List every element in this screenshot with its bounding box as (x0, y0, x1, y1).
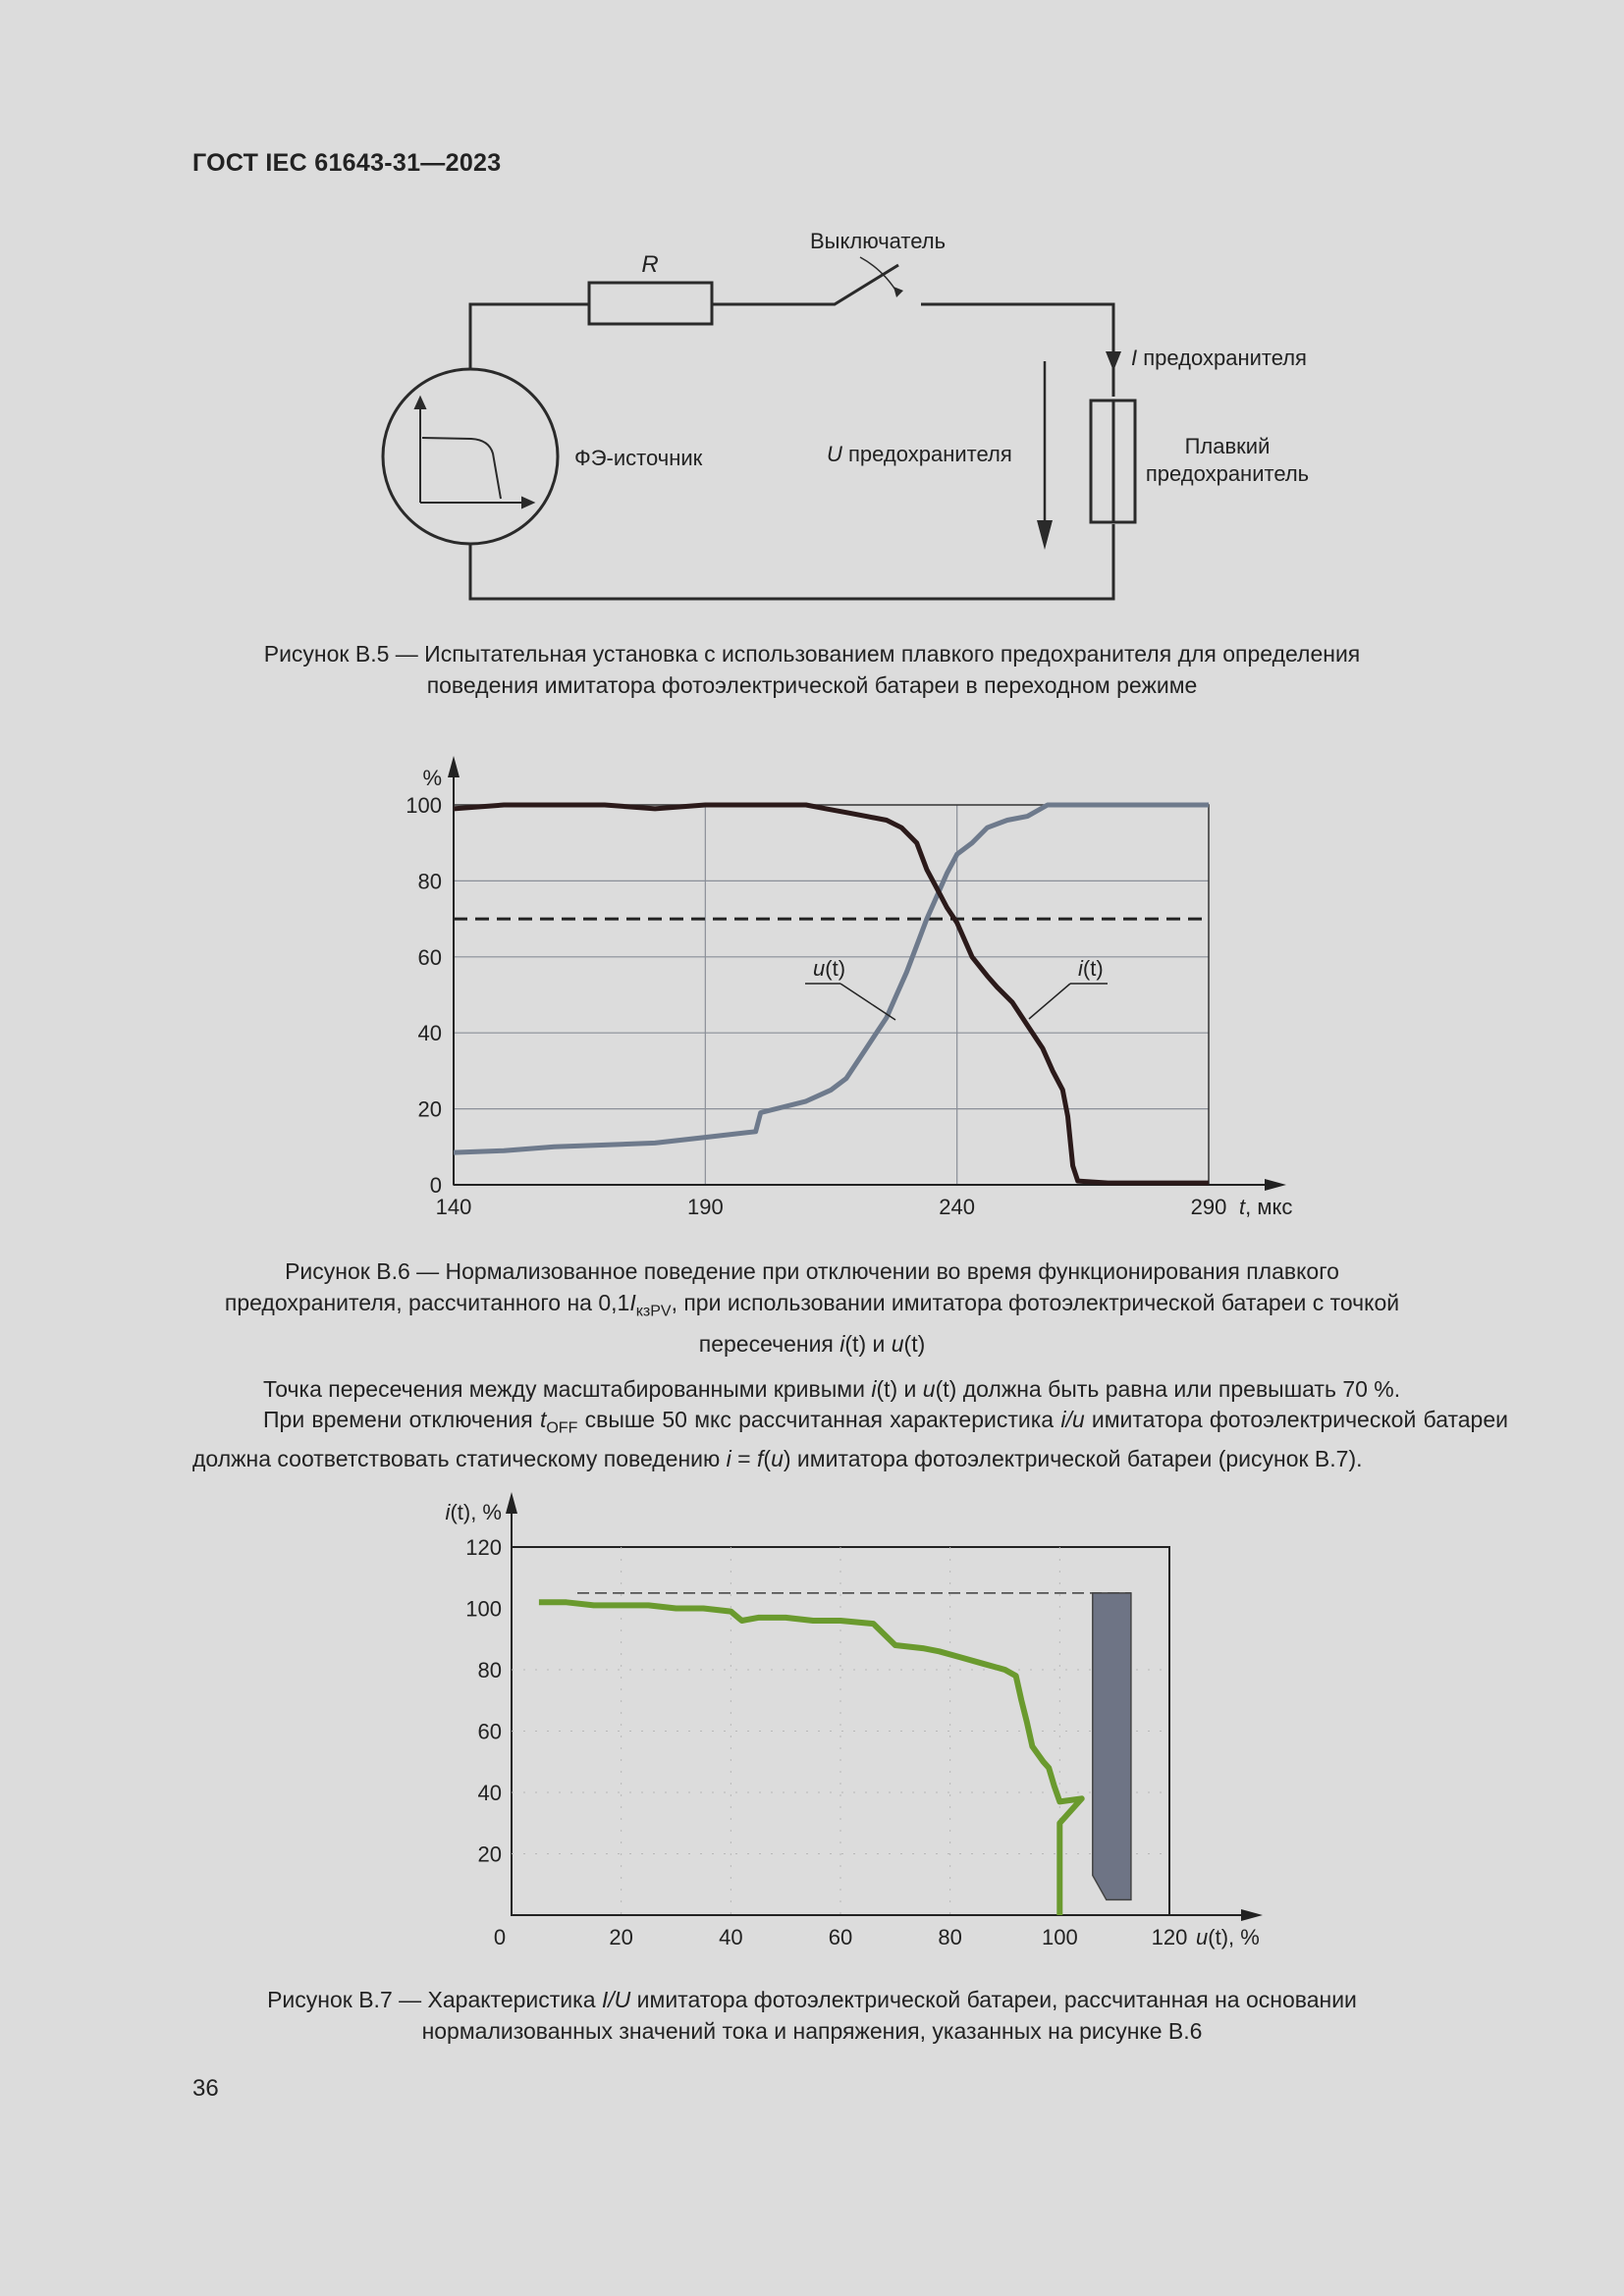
figure-b6-chart (0, 726, 1624, 1237)
plot-frame (512, 1547, 1169, 1915)
y-tick-80: 80 (417, 869, 442, 894)
y-tick-120: 120 (465, 1535, 502, 1560)
y-axis-label: % (422, 766, 442, 790)
y-tick-20: 20 (417, 1096, 442, 1122)
x-tick-140: 140 (435, 1195, 472, 1219)
annotation-u: u(t) (813, 956, 846, 981)
annotation-i-leader (1029, 984, 1070, 1019)
x-axis-label: u(t), % (1196, 1925, 1260, 1949)
page-number: 36 (192, 2075, 219, 2102)
y-tick-60: 60 (477, 1719, 502, 1744)
x-axis-label: t, мкс (1239, 1195, 1293, 1219)
annotation-u-leader (840, 984, 895, 1020)
y-tick-40: 40 (477, 1781, 502, 1805)
plot-frame (454, 805, 1209, 1185)
y-tick-40: 40 (417, 1021, 442, 1046)
annotation-i: i(t) (1078, 956, 1104, 981)
figure-b7-chart (0, 1482, 1624, 1953)
document-header: ГОСТ IEC 61643-31—2023 (192, 149, 502, 177)
series-line-iu (539, 1602, 1082, 1915)
fuse-label-line1: Плавкий (1184, 434, 1271, 458)
figure-b7-caption: Рисунок В.7 — Характеристика I/U имитатора фотоэлектрической батареи, рассчитанная на основании нормализованных значений тока и напряжения, указанных на рисунке В.6 (267, 1987, 1357, 2044)
voltage-arrow (1037, 361, 1053, 550)
x-tick-190: 190 (686, 1195, 724, 1219)
y-tick-100: 100 (406, 793, 442, 818)
resistor (589, 283, 712, 324)
x-tick-60: 60 (828, 1925, 853, 1949)
y-tick-60: 60 (417, 944, 442, 970)
y-tick-20: 20 (477, 1842, 502, 1867)
x-tick-40: 40 (719, 1925, 743, 1949)
current-arrow (1106, 312, 1121, 371)
fuse-voltage-label: U предохранителя (827, 442, 1012, 466)
resistor-label: R (641, 251, 659, 278)
source-iv-icon (415, 398, 533, 507)
fuse-label-line2: предохранитель (1145, 461, 1310, 486)
x-tick-120: 120 (1151, 1925, 1188, 1949)
x-tick-100: 100 (1041, 1925, 1078, 1949)
body-paragraphs (192, 1374, 1508, 1474)
y-tick-0: 0 (429, 1173, 442, 1198)
wire-bottom (470, 524, 1113, 599)
figure-b6-caption: Рисунок В.6 — Нормализованное поведение при отключении во время функционирования плавкого предохранителя, рассчитанного на $0,1I_{кзPV}$, при использовании имитатора фотоэлектрической батареи с точкой пересечения i(t) и u(t) (224, 1258, 1400, 1357)
y-tick-80: 80 (477, 1658, 502, 1682)
series-line-i (454, 805, 1209, 1183)
tolerance-region (1093, 1593, 1131, 1900)
source-label: ФЭ-источник (574, 446, 703, 470)
paragraph-2: При времени отключения $t_{OFF}$ свыше 50 мкс рассчитанная характеристика i/u имитатора фотоэлектрической батареи должна соответствовать статическому поведению i = f(u) имитатора фотоэлектрической батареи (рисунок В.7). (192, 1407, 1508, 1471)
wire-to-switch (712, 265, 898, 304)
wire-left-top (470, 304, 589, 368)
y-axis-arrow (448, 756, 460, 777)
x-tick-80: 80 (938, 1925, 962, 1949)
x-tick-240: 240 (939, 1195, 976, 1219)
x-tick-290: 290 (1190, 1195, 1227, 1219)
y-axis-arrow (506, 1492, 517, 1514)
x-tick-20: 20 (609, 1925, 633, 1949)
wire-right-top (921, 304, 1113, 397)
switch-label: Выключатель (810, 229, 947, 253)
pv-source (383, 369, 558, 544)
x-axis-arrow (1241, 1909, 1263, 1921)
x-tick-0: 0 (493, 1925, 507, 1949)
fuse-current-label: I предохранителя (1131, 346, 1307, 370)
figure-b5-circuit (0, 0, 1624, 628)
paragraph-1: Точка пересечения между масштабированными кривыми i(t) и u(t) должна быть равна или превышать 70 %. (263, 1376, 1401, 1402)
y-axis-label: i(t), % (445, 1500, 502, 1524)
x-axis-arrow (1265, 1179, 1286, 1191)
y-tick-100: 100 (465, 1596, 502, 1622)
figure-b5-caption: Рисунок В.5 — Испытательная установка с использованием плавкого предохранителя для определения поведения имитатора фотоэлектрической батареи в переходном режиме (263, 641, 1361, 698)
